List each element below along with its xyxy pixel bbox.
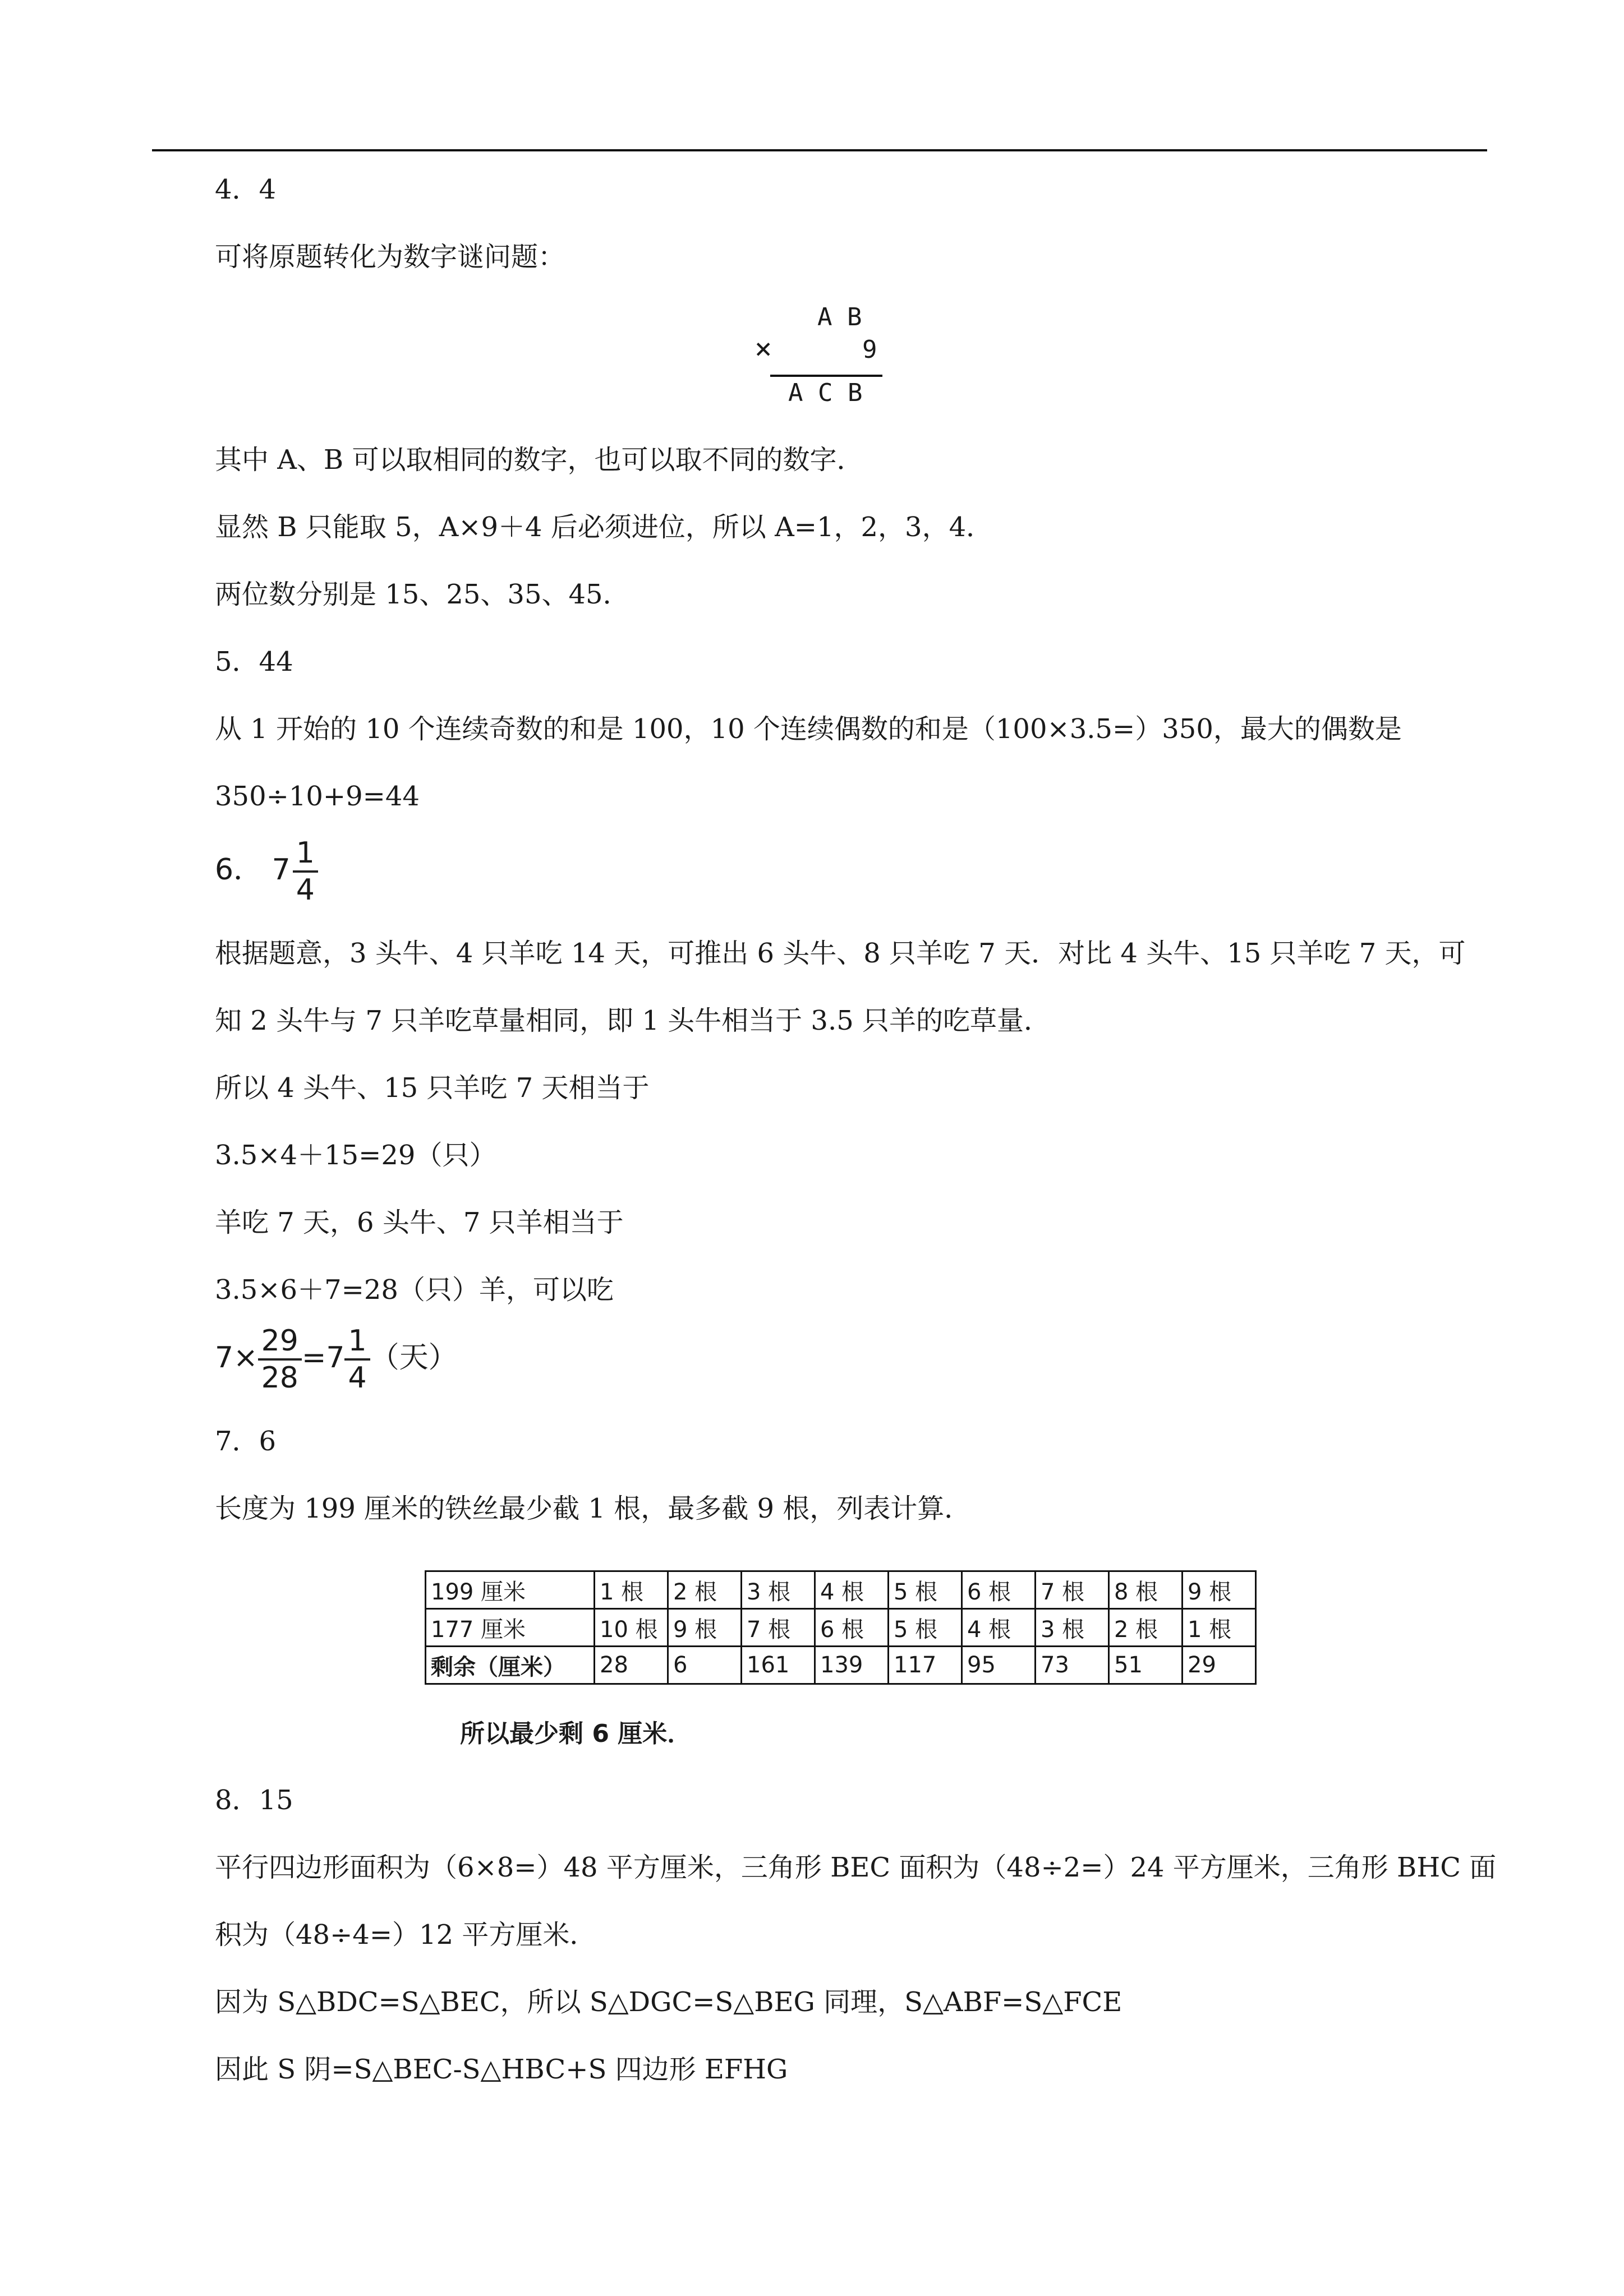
table-row: [426, 1571, 1256, 1609]
table-cell: 7 根: [1036, 1571, 1109, 1609]
table-cell: 199 厘米: [426, 1571, 595, 1609]
problem-6-formula: [215, 1324, 458, 1395]
fraction-numerator: 29: [258, 1324, 302, 1361]
puzzle-multiplicand: A B: [817, 303, 862, 331]
table-cell: 28: [595, 1647, 668, 1684]
problem-8-line-4: 因此 S 阴=S△BEC-S△HBC+S 四边形 EFHG: [215, 2054, 788, 2085]
table-cell: 1 根: [1183, 1609, 1256, 1647]
problem-8-line-3: 因为 S△BDC=S△BEC，所以 S△DGC=S△BEG 同理，S△ABF=S△FCE: [215, 1986, 1122, 2018]
problem-5-heading: 5．44: [215, 646, 293, 677]
problem-4-heading: 4．4: [215, 174, 277, 205]
problem-8-line-1: 平行四边形面积为（6×8=）48 平方厘米，三角形 BEC 面积为（48÷2=）24 平方厘米，三角形 BHC 面: [215, 1852, 1497, 1883]
table-row: [426, 1647, 1256, 1684]
problem-8-line-2: 积为（48÷4=）12 平方厘米．: [215, 1919, 597, 1951]
table-cell: 73: [1036, 1647, 1109, 1684]
problem-4-intro: 可将原题转化为数字谜问题：: [215, 241, 565, 273]
table-cell: 1 根: [595, 1571, 668, 1609]
table-cell: 10 根: [595, 1609, 668, 1647]
table-cell: 139: [815, 1647, 889, 1684]
table-row: [426, 1609, 1256, 1647]
puzzle-result-bar: [770, 375, 882, 377]
problem-6-line-5: 羊吃 7 天，6 头牛、7 只羊相当于: [215, 1207, 624, 1238]
formula-lead: 7×: [215, 1341, 258, 1375]
puzzle-multiplier: 9: [862, 335, 877, 364]
fraction-denominator: 4: [296, 873, 315, 907]
fraction-denominator: 28: [261, 1361, 298, 1395]
formula-equals: =7: [301, 1341, 345, 1375]
problem-6-whole: 7: [272, 853, 291, 887]
table-cell: 9 根: [668, 1609, 742, 1647]
header-rule: [152, 149, 1487, 151]
problem-6-fraction: [293, 836, 318, 907]
times-sign: ×: [755, 332, 772, 366]
table-cell: 4 根: [962, 1609, 1036, 1647]
table-cell: 3 根: [1036, 1609, 1109, 1647]
formula-fraction-1: [258, 1324, 302, 1395]
problem-6-line-6: 3.5×6＋7=28（只）羊，可以吃: [215, 1274, 614, 1306]
fraction-numerator: 1: [293, 836, 318, 873]
problem-6-line-1: 根据题意，3 头牛、4 只羊吃 14 天，可推出 6 头牛、8 只羊吃 7 天．对比 4 头牛、15 只羊吃 7 天，可: [215, 938, 1466, 969]
table-cell: 29: [1183, 1647, 1256, 1684]
problem-4-line-3: 两位数分别是 15、25、35、45．: [215, 579, 630, 610]
table-cell: 161: [742, 1647, 815, 1684]
table-cell: 117: [889, 1647, 962, 1684]
problem-6-prefix: 6．: [215, 853, 263, 887]
table-note: 所以最少剩 6 厘米．: [460, 1719, 692, 1748]
fraction-denominator: 4: [348, 1361, 367, 1395]
table-cell: 3 根: [742, 1571, 815, 1609]
table-cell: 2 根: [668, 1571, 742, 1609]
table-cell: 7 根: [742, 1609, 815, 1647]
problem-6-line-3: 所以 4 头牛、15 只羊吃 7 天相当于: [215, 1072, 650, 1104]
problem-6-line-2: 知 2 头牛与 7 只羊吃草量相同，即 1 头牛相当于 3.5 只羊的吃草量．: [215, 1005, 1051, 1036]
table-cell: 2 根: [1109, 1609, 1183, 1647]
multiplication-puzzle: [755, 303, 884, 409]
table-cell: 6 根: [962, 1571, 1036, 1609]
problem-7-heading: 7．6: [215, 1426, 277, 1457]
cutting-table: [425, 1570, 1257, 1685]
table-cell: 剩余（厘米）: [426, 1647, 595, 1684]
table-cell: 8 根: [1109, 1571, 1183, 1609]
table-cell: 51: [1109, 1647, 1183, 1684]
table-cell: 177 厘米: [426, 1609, 595, 1647]
puzzle-product: A C B: [788, 379, 863, 407]
problem-4-line-2: 显然 B 只能取 5，A×9＋4 后必须进位，所以 A=1，2，3，4．: [215, 511, 993, 543]
problem-6-heading: [215, 836, 318, 907]
problem-7-line-1: 长度为 199 厘米的铁丝最少截 1 根，最多截 9 根，列表计算．: [215, 1493, 972, 1524]
formula-unit: （天）: [370, 1341, 458, 1375]
problem-8-heading: 8．15: [215, 1785, 293, 1816]
problem-5-line-2: 350÷10+9=44: [215, 781, 420, 812]
table-cell: 5 根: [889, 1571, 962, 1609]
problem-6-line-4: 3.5×4＋15=29（只）: [215, 1140, 496, 1171]
table-cell: 6: [668, 1647, 742, 1684]
table-cell: 95: [962, 1647, 1036, 1684]
table-cell: 9 根: [1183, 1571, 1256, 1609]
table-cell: 5 根: [889, 1609, 962, 1647]
formula-fraction-2: [344, 1324, 370, 1395]
table-cell: 4 根: [815, 1571, 889, 1609]
fraction-numerator: 1: [344, 1324, 370, 1361]
table-cell: 6 根: [815, 1609, 889, 1647]
problem-5-line-1: 从 1 开始的 10 个连续奇数的和是 100，10 个连续偶数的和是（100×3.5=）350，最大的偶数是: [215, 713, 1402, 745]
problem-4-line-1: 其中 A、B 可以取相同的数字，也可以取不同的数字．: [215, 444, 864, 476]
